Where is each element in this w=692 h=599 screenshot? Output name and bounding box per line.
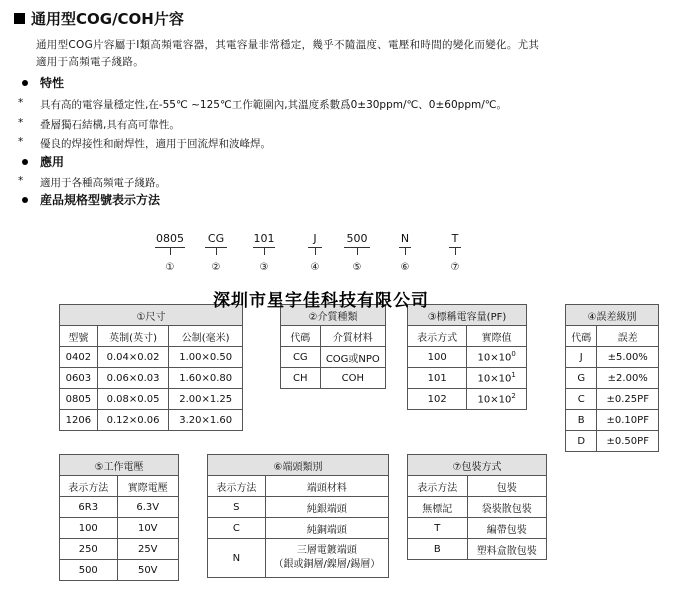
application-text: 適用于各種高頻電子綫路。: [40, 177, 166, 189]
code-circle-number: ⑥: [400, 262, 410, 273]
table-cell: 袋裝散包裝: [467, 497, 546, 518]
table-row: [408, 539, 547, 560]
capacitance-exponent: 2: [511, 392, 516, 401]
table-cell: 250: [60, 539, 118, 560]
dielectric-table: [280, 304, 386, 389]
feature-item: [18, 117, 180, 132]
termination-table: [207, 454, 389, 578]
table-cell: N: [208, 539, 266, 578]
table-header: 表示方法: [208, 476, 266, 497]
table-cell: 100: [60, 518, 118, 539]
capacitance-table: [407, 304, 527, 410]
table-cell: 0402: [60, 347, 98, 368]
bullet-icon: [22, 159, 28, 165]
code-part: T: [451, 232, 459, 245]
table-header: 表示方法: [60, 476, 118, 497]
code-part: J: [313, 232, 317, 245]
table-cell: 0.08×0.05: [97, 389, 169, 410]
table-cell: ±5.00%: [597, 347, 659, 368]
table-row: [60, 389, 243, 410]
page-title: [14, 8, 184, 29]
capacitance-base: 10×10: [477, 352, 512, 364]
table-header: 端頭材料: [265, 476, 388, 497]
code-tick: [315, 247, 316, 255]
asterisk-icon: *: [18, 97, 24, 109]
table-caption: ④誤差級別: [566, 305, 659, 326]
table-header: 表示方式: [408, 326, 467, 347]
table-header: 實際電壓: [117, 476, 179, 497]
table-cell: 編帶包裝: [467, 518, 546, 539]
table-cell: 100: [408, 347, 467, 368]
code-circle-number: ③: [259, 262, 269, 273]
table-cell: G: [566, 368, 597, 389]
table-cell: 純銅端頭: [265, 518, 388, 539]
spec-heading: [22, 191, 160, 208]
table-cell: D: [566, 431, 597, 452]
code-tick: [170, 247, 171, 255]
table-caption: ⑥端頭類別: [208, 455, 389, 476]
intro-line: 通用型COG片容屬于Ⅰ類高頻電容器，其電容量非常穩定，幾乎不隨溫度、電壓和時間的變化而變化。尤其: [36, 39, 540, 51]
tolerance-table: [565, 304, 659, 452]
table-cell: ±2.00%: [597, 368, 659, 389]
table-cell: 500: [60, 560, 118, 581]
table-row: [408, 347, 527, 368]
table-row: [60, 368, 243, 389]
table-row: [566, 368, 659, 389]
spec-heading-text: 産品規格型號表示方法: [40, 193, 161, 207]
table-row: [566, 410, 659, 431]
intro-paragraph: [36, 37, 676, 71]
table-cell: 25V: [117, 539, 179, 560]
capacitance-base: 10×10: [477, 373, 512, 385]
capacitance-base: 10×10: [477, 394, 512, 406]
table-row: [208, 539, 389, 578]
table-cell: 0.12×0.06: [97, 410, 169, 431]
table-cell: 0.04×0.02: [97, 347, 169, 368]
table-cell: 101: [408, 368, 467, 389]
table-row: [408, 368, 527, 389]
table-cell: 1.00×0.50: [169, 347, 243, 368]
table-row: [60, 497, 179, 518]
features-heading: [22, 74, 64, 91]
table-cell: S: [208, 497, 266, 518]
table-cell: 2.00×1.25: [169, 389, 243, 410]
table-cell: 102: [408, 389, 467, 410]
table-cell: ±0.50PF: [597, 431, 659, 452]
table-caption: ③標稱電容量(PF): [408, 305, 527, 326]
table-header: 公制(毫米): [169, 326, 243, 347]
table-header: 表示方法: [408, 476, 468, 497]
table-row: [408, 497, 547, 518]
voltage-table: [59, 454, 179, 581]
feature-text: 優良的焊接性和耐焊性，適用于回流焊和波峰焊。: [40, 138, 271, 150]
table-cell: 純銀端頭: [265, 497, 388, 518]
feature-text: 具有高的電容量穩定性,在-55℃ ~125℃工作範圍內,其溫度系數爲0±30ppm/℃、0±60ppm/℃。: [40, 99, 508, 111]
table-cell: J: [566, 347, 597, 368]
table-row: [60, 539, 179, 560]
table-row: [566, 389, 659, 410]
table-cell: C: [208, 518, 266, 539]
table-cell: 10V: [117, 518, 179, 539]
table-cell: B: [566, 410, 597, 431]
table-row: [281, 368, 386, 389]
table-cell: [467, 389, 527, 410]
table-row: [60, 560, 179, 581]
table-cell: [265, 539, 388, 578]
code-part: N: [400, 232, 410, 245]
asterisk-icon: *: [18, 136, 24, 148]
table-cell: B: [408, 539, 468, 560]
code-part: CG: [207, 232, 225, 245]
table-cell: 6R3: [60, 497, 118, 518]
code-tick: [357, 247, 358, 255]
table-cell: 1206: [60, 410, 98, 431]
packaging-table: [407, 454, 547, 560]
code-part: 101: [253, 232, 275, 245]
asterisk-icon: *: [18, 175, 24, 187]
code-part: 0805: [156, 232, 184, 245]
table-cell: T: [408, 518, 468, 539]
table-cell: 50V: [117, 560, 179, 581]
feature-text: 叠層獨石結構,具有高可靠性。: [40, 119, 180, 131]
table-caption: ⑤工作電壓: [60, 455, 179, 476]
feature-item: [18, 97, 507, 112]
code-circle-number: ⑤: [352, 262, 362, 273]
table-row: [60, 347, 243, 368]
table-cell: ±0.25PF: [597, 389, 659, 410]
table-cell: 塑料盒散包裝: [467, 539, 546, 560]
size-table: [59, 304, 243, 431]
table-caption: ①尺寸: [60, 305, 243, 326]
table-cell: 無標記: [408, 497, 468, 518]
table-row: [208, 497, 389, 518]
application-item: [18, 175, 166, 190]
table-row: [408, 518, 547, 539]
bullet-icon: [22, 80, 28, 86]
table-cell: COG或NPO: [320, 347, 385, 368]
table-header: 代碼: [566, 326, 597, 347]
code-circle-number: ⑦: [450, 262, 460, 273]
company-watermark: 深圳市星宇佳科技有限公司: [213, 291, 429, 311]
table-cell: ±0.10PF: [597, 410, 659, 431]
table-cell: C: [566, 389, 597, 410]
capacitance-exponent: 0: [511, 350, 516, 359]
table-row: [208, 518, 389, 539]
table-cell: 0.06×0.03: [97, 368, 169, 389]
table-cell: CH: [281, 368, 321, 389]
table-row: [60, 410, 243, 431]
capacitance-exponent: 1: [511, 371, 516, 380]
code-circle-number: ②: [211, 262, 221, 273]
applications-heading-text: 應用: [40, 155, 65, 169]
code-tick: [264, 247, 265, 255]
table-cell: 6.3V: [117, 497, 179, 518]
square-bullet-icon: [14, 13, 25, 24]
table-header: 代碼: [281, 326, 321, 347]
table-header: 英制(英寸): [97, 326, 169, 347]
table-cell: COH: [320, 368, 385, 389]
table-header: 型號: [60, 326, 98, 347]
code-tick: [455, 247, 456, 255]
table-cell: [467, 347, 527, 368]
table-row: [408, 389, 527, 410]
feature-item: [18, 136, 271, 151]
table-header: 實際值: [467, 326, 527, 347]
page-title-text: 通用型COG/COH片容: [31, 10, 184, 28]
table-row: [566, 431, 659, 452]
table-row: [60, 518, 179, 539]
table-header: 包裝: [467, 476, 546, 497]
features-heading-text: 特性: [40, 76, 65, 90]
table-header: 誤差: [597, 326, 659, 347]
termination-line: （銀或銅層/鎳層/錫層）: [273, 559, 381, 570]
table-cell: 1.60×0.80: [169, 368, 243, 389]
table-row: [566, 347, 659, 368]
code-circle-number: ①: [165, 262, 175, 273]
table-cell: 3.20×1.60: [169, 410, 243, 431]
table-caption: ②介質種類: [281, 305, 386, 326]
table-header: 介質材料: [320, 326, 385, 347]
intro-line: 適用于高頻電子綫路。: [36, 56, 144, 68]
table-caption: ⑦包裝方式: [408, 455, 547, 476]
table-cell: CG: [281, 347, 321, 368]
applications-heading: [22, 153, 64, 170]
table-cell: 0603: [60, 368, 98, 389]
table-cell: [467, 368, 527, 389]
code-part: 500: [346, 232, 368, 245]
code-tick: [405, 247, 406, 255]
code-tick: [216, 247, 217, 255]
bullet-icon: [22, 197, 28, 203]
code-circle-number: ④: [310, 262, 320, 273]
table-cell: 0805: [60, 389, 98, 410]
termination-line: 三層電鍍端頭: [296, 545, 357, 556]
table-row: [281, 347, 386, 368]
asterisk-icon: *: [18, 117, 24, 129]
